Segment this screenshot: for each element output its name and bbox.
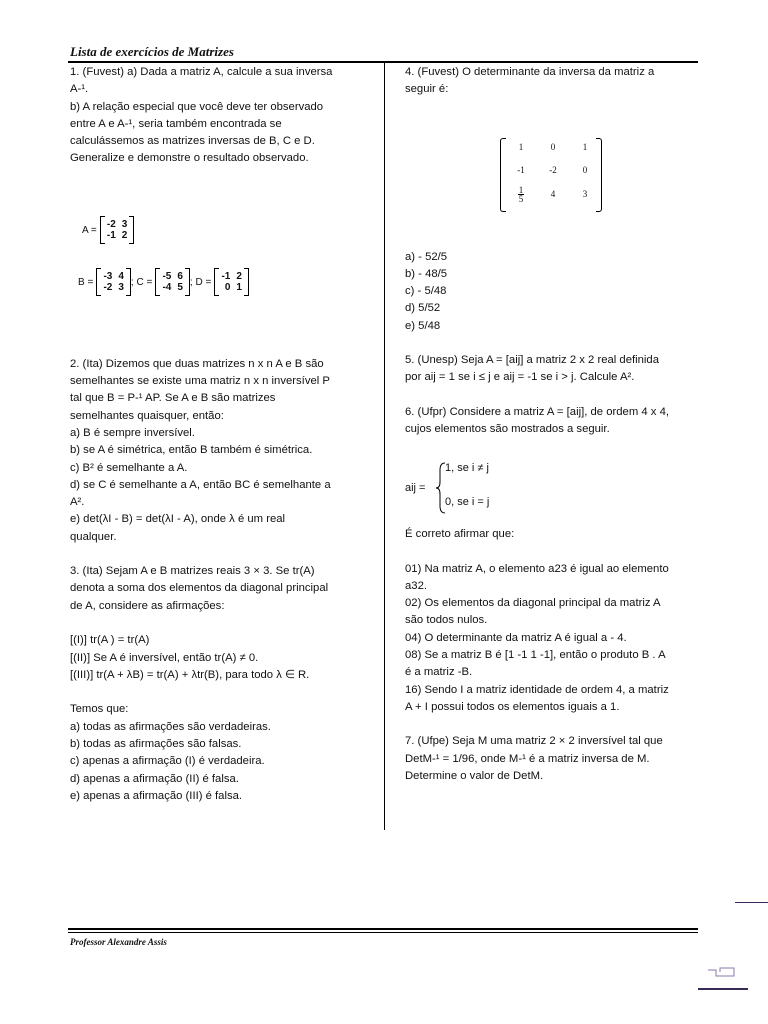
matrix-a-label: A = [82,224,97,236]
matrix-cell: 3 [121,218,128,230]
q3-line: e) apenas a afirmação (III) é falsa. [70,789,243,802]
matrix-cell: -4 [162,281,172,293]
q4-matrix [500,138,602,212]
question-4 [405,64,698,99]
matrix-cell: 0 [582,165,588,175]
footer-rule-thin [68,932,698,933]
q5-line: por aij = 1 se i ≤ j e aij = -1 se i > j. Calcule A². [405,371,635,384]
q3-line: denota a soma dos elementos da diagonal principal [70,582,329,595]
matrix-cell: 0 [224,281,231,293]
question-1 [70,64,370,168]
matrix-d-label: ; D = [189,276,212,288]
q5-line: 5. (Unesp) Seja A = [aij] a matriz 2 x 2 real definida [405,354,659,367]
matrix-cell: -2 [106,218,116,230]
matrix-cell: 1 [582,142,588,152]
q3-line [70,684,370,701]
fraction-denominator: 5 [518,194,524,204]
q2-line: d) se C é semelhante a A, então BC é semelhante a [70,478,331,491]
q6-items [405,561,698,717]
q3-line: c) apenas a afirmação (I) é verdadeira. [70,755,265,768]
matrix-cell: -5 [162,270,172,282]
matrix-b [96,268,130,296]
page-title: Lista de exercícios de Matrizes [70,44,234,59]
q4-option: c) - 5/48 [405,285,447,298]
page-curl-icon [706,964,736,980]
q4-option: a) - 52/5 [405,250,448,263]
case-2: 0, se i = j [445,496,490,508]
q6-prompt: É correto afirmar que: [405,528,515,541]
q6-line: cujos elementos são mostrados a seguir. [405,422,610,435]
q1-line: calculássemos as matrizes inversas de B, C e D. [70,135,315,148]
case-1: 1, se i ≠ j [445,462,489,474]
q6-item: 01) Na matriz A, o elemento a23 é igual ao elemento [405,562,669,575]
q1-line: entre A e A-¹, seria também encontrada se [70,117,282,130]
q6-item: é a matriz -B. [405,666,473,679]
matrix-cell: -2 [549,165,557,175]
q6-item: 04) O determinante da matriz A é igual a - 4. [405,631,627,644]
q7-line: Determine o valor de DetM. [405,769,544,782]
matrix-d [214,268,248,296]
decorative-line [735,902,768,903]
matrix-c-label: ; C = [130,276,153,288]
q6-line: 6. (Ufpr) Considere a matriz A = [aij], de ordem 4 x 4, [405,405,670,418]
q2-line: A². [70,496,85,509]
matrix-frac-cell [506,186,536,204]
matrix-cell: 2 [121,229,128,241]
q1-line: Generalize e demonstre o resultado observado. [70,152,309,165]
q6-item: 16) Sendo I a matriz identidade de ordem 4, a matriz [405,683,669,696]
q1-line: A-¹. [70,83,89,96]
q4-option: e) 5/48 [405,319,441,332]
q3-line: a) todas as afirmações são verdadeiras. [70,720,271,733]
question-7 [405,733,698,785]
matrices-bcd-row [78,268,370,296]
matrix-a-row [82,216,370,244]
matrix-cell: -2 [103,281,113,293]
matrix-cell: 0 [550,142,556,152]
matrix-cell: -1 [106,229,116,241]
q3-line: d) apenas a afirmação (II) é falsa. [70,772,239,785]
q1-line: b) A relação especial que você deve ter observado [70,100,324,113]
q3-line [70,615,370,632]
matrix-cell: 4 [550,189,556,199]
q2-line: c) B² é semelhante a A. [70,461,188,474]
q3-line: b) todas as afirmações são falsas. [70,738,242,751]
q3-line: [(II)] Se A é inversível, então tr(A) ≠ 0. [70,651,259,664]
matrix-cell: 6 [177,270,183,282]
column-separator [384,62,385,830]
q6-item: 08) Se a matriz B é [1 -1 1 -1], então o produto B . A [405,649,666,662]
matrix-c [155,268,189,296]
matrix-b-label: B = [78,276,94,288]
q4-line: seguir é: [405,83,449,96]
matrix-cell: -1 [221,270,231,282]
q4-option: b) - 48/5 [405,267,448,280]
q3-line: 3. (Ita) Sejam A e B matrizes reais 3 × 3. Se tr(A) [70,565,315,578]
matrix-cell: -3 [103,270,113,282]
question-2 [70,356,370,546]
matrix-cell: 5 [177,281,183,293]
matrix-cell: 2 [236,270,242,282]
q7-line: DetM-¹ = 1/96, onde M-¹ é a matriz inversa de M. [405,752,650,765]
q6-item: a32. [405,579,427,592]
aij-label: aij = [405,482,426,494]
question-3 [70,563,370,805]
matrix-cell: -1 [517,165,525,175]
q2-line: semelhantes quaisquer, então: [70,409,224,422]
q3-line: de A, considere as afirmações: [70,599,225,612]
q6-item: A + I possui todos os elementos iguais a 1. [405,700,620,713]
footer-author: Professor Alexandre Assis [70,937,167,947]
q4-options [405,249,698,335]
q2-line: tal que B = P-¹ AP. Se A e B são matrizes [70,392,276,405]
matrix-cell: 1 [236,281,242,293]
left-column [70,64,370,805]
question-5 [405,352,698,387]
q3-line: Temos que: [70,703,129,716]
q3-line: [(I)] tr(A ) = tr(A) [70,634,150,647]
q2-line: 2. (Ita) Dizemos que duas matrizes n x n A e B são [70,357,324,370]
q2-line: e) det(λI - B) = det(λI - A), onde λ é um real [70,513,286,526]
matrix-a [100,216,134,244]
matrix-cell: 3 [118,281,124,293]
q2-line: a) B é sempre inversível. [70,426,195,439]
q7-line: 7. (Ufpe) Seja M uma matriz 2 × 2 inversível tal que [405,735,663,748]
matrix-cell: 3 [582,189,588,199]
q6-item: 02) Os elementos da diagonal principal da matriz A [405,597,661,610]
q2-line: b) se A é simétrica, então B também é simétrica. [70,444,313,457]
q3-line: [(III)] tr(A + λB) = tr(A) + λtr(B), para todo λ ∈ R. [70,668,310,681]
fraction-numerator: 1 [518,185,524,195]
q2-line: qualquer. [70,530,117,543]
decorative-line-bottom [698,988,748,990]
q6-item: são todos nulos. [405,614,488,627]
footer-rule [68,928,698,930]
question-6 [405,404,698,439]
matrix-cell: 4 [118,270,124,282]
q1-line: 1. (Fuvest) a) Dada a matriz A, calcule a sua inversa [70,66,333,78]
q4-line: 4. (Fuvest) O determinante da inversa da matriz a [405,66,655,78]
q2-line: semelhantes se existe uma matriz n x n inversível P [70,375,330,388]
header-rule [68,61,698,63]
matrix-cell: 1 [518,142,524,152]
q4-option: d) 5/52 [405,302,441,315]
